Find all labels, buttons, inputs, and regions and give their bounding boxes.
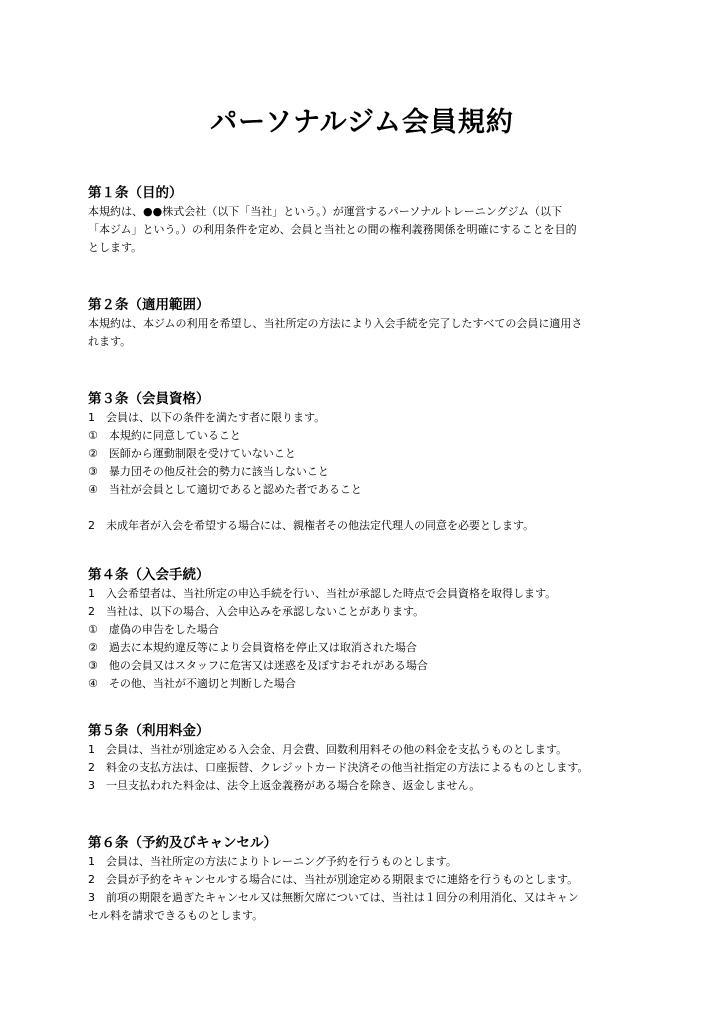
- clause-item: 1 会員は、以下の条件を満たす者に限ります。: [88, 411, 326, 424]
- condition-item: ③ 暴力団その他反社会的勢力に該当しないこと: [88, 465, 329, 478]
- clause-item: 1 会員は、当社所定の方法によりトレーニング予約を行うものとします。: [88, 855, 457, 868]
- condition-item: ① 本規約に同意していること: [88, 429, 241, 442]
- article-heading: 第３条（会員資格）: [88, 391, 210, 407]
- article-text-line: とします。: [88, 241, 143, 254]
- article-3: [88, 390, 648, 535]
- condition-item: ① 虚偽の申告をした場合: [88, 623, 219, 636]
- article-text-line: 本規約は、本ジムの利用を希望し、当社所定の方法により入会手続を完了したすべての会員に適用さ: [88, 317, 583, 330]
- clause-item: 3 前項の期限を過ぎたキャンセル又は無断欠席については、当社は１回分の利用消化、又はキャン: [88, 891, 579, 904]
- article-4: [88, 566, 648, 693]
- clause-item: 2 料金の支払方法は、口座振替、クレジットカード決済その他当社指定の方法によるものとします。: [88, 761, 589, 774]
- article-text-line: 本規約は、●●株式会社（以下「当社」という。）が運営するパーソナルトレーニングジム（以下: [88, 205, 563, 218]
- clause-item: 1 会員は、当社が別途定める入会金、月会費、回数利用料その他の料金を支払うものとします。: [88, 743, 568, 756]
- clause-item: 2 未成年者が入会を希望する場合には、親権者その他法定代理人の同意を必要とします。: [88, 519, 535, 532]
- article-heading: 第５条（利用料金）: [88, 723, 210, 739]
- article-2: [88, 296, 648, 351]
- article-1: [88, 184, 648, 257]
- article-heading: 第１条（目的）: [88, 185, 183, 201]
- clause-item: 2 会員が予約をキャンセルする場合には、当社が別途定める期限までに連絡を行うものとします。: [88, 873, 579, 886]
- condition-item: ② 過去に本規約違反等により会員資格を停止又は取消された場合: [88, 641, 417, 654]
- article-text-line: れます。: [88, 335, 132, 348]
- condition-item: ③ 他の会員又はスタッフに危害又は迷惑を及ぼすおそれがある場合: [88, 659, 428, 672]
- clause-item: 3 一旦支払われた料金は、法令上返金義務がある場合を除き、返金しません。: [88, 779, 481, 792]
- condition-item: ④ その他、当社が不適切と判断した場合: [88, 677, 296, 690]
- condition-item: ④ 当社が会員として適切であると認めた者であること: [88, 483, 362, 496]
- article-5: [88, 722, 648, 795]
- article-heading: 第６条（予約及びキャンセル）: [88, 835, 277, 851]
- clause-item-continued: セル料を請求できるものとします。: [88, 909, 264, 922]
- clause-item: 2 当社は、以下の場合、入会申込みを承認しないことがあります。: [88, 605, 425, 618]
- condition-item: ② 医師から運動制限を受けていないこと: [88, 447, 296, 460]
- document-title: パーソナルジム会員規約: [210, 107, 514, 138]
- blank-line: [88, 499, 648, 517]
- article-text-line: 「本ジム」という。）の利用条件を定め、会員と当社との間の権利義務関係を明確にすることを目的: [88, 223, 577, 236]
- article-heading: 第４条（入会手続）: [88, 567, 210, 583]
- clause-item: 1 入会希望者は、当社所定の申込手続を行い、当社が承認した時点で会員資格を取得します。: [88, 587, 557, 600]
- article-6: [88, 834, 648, 925]
- article-heading: 第２条（適用範囲）: [88, 297, 210, 313]
